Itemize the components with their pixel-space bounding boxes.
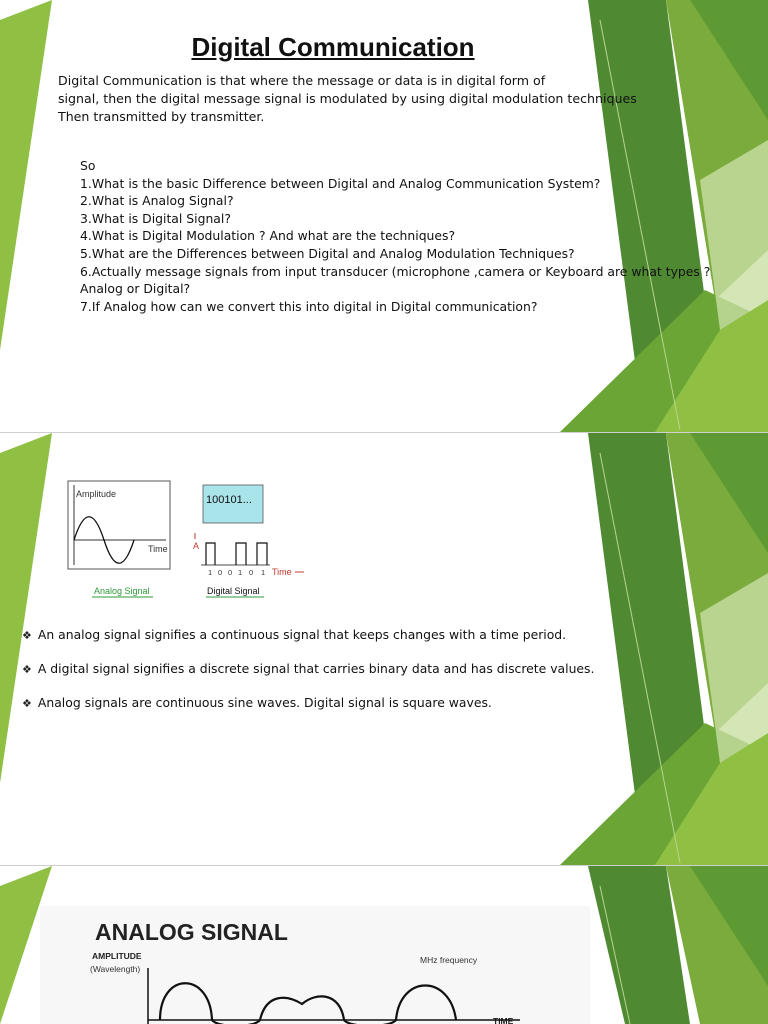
- digital-amplitude-label: A: [193, 541, 200, 551]
- signal-diagram: [60, 473, 320, 603]
- page-title: Digital Communication: [191, 32, 475, 62]
- digital-wave: [206, 543, 267, 565]
- diamond-bullet-icon: ❖: [22, 663, 32, 676]
- intro-paragraph: [58, 72, 658, 126]
- bit-label: 0: [228, 568, 233, 577]
- bit-label: 1: [208, 568, 213, 577]
- slide-2: [0, 433, 768, 865]
- slide-3: [0, 866, 768, 1024]
- question-line: 1.What is the basic Difference between Digital and Analog Communication System?: [80, 175, 601, 191]
- question-line: 3.What is Digital Signal?: [80, 210, 231, 226]
- diamond-bullet-icon: ❖: [22, 629, 32, 642]
- figure-axis-sublabel: (Wavelength): [90, 964, 141, 974]
- digital-caption: Digital Signal: [207, 586, 260, 596]
- bullet-item: ❖ Analog signals are continuous sine waves. Digital signal is square waves.: [22, 695, 492, 710]
- bit-label: 0: [218, 568, 223, 577]
- frequency-label: MHz frequency: [420, 955, 478, 965]
- question-line: 4.What is Digital Modulation ? And what are the techniques?: [80, 228, 456, 244]
- bits-box-text: 100101...: [206, 494, 252, 506]
- intro-line: Digital Communication is that where the message or data is in digital form of: [58, 73, 546, 88]
- question-line: 6.Actually message signals from input transducer (microphone ,camera or Keyboard are what types ?: [80, 263, 711, 279]
- figure-time-label: TIME: [493, 1016, 514, 1024]
- digital-time-label: Time: [272, 567, 292, 577]
- question-line: 2.What is Analog Signal?: [80, 193, 234, 209]
- bullet-item: ❖ An analog signal signifies a continuous signal that keeps changes with a time period.: [22, 627, 567, 642]
- amplitude-label: Amplitude: [76, 489, 117, 499]
- bullet-item: ❖ A digital signal signifies a discrete signal that carries binary data and has discrete values.: [22, 661, 595, 676]
- slide-1: [0, 0, 768, 432]
- question-line: Analog or Digital?: [80, 281, 191, 297]
- question-line: So: [80, 158, 96, 173]
- figure-heading: ANALOG SIGNAL: [95, 919, 288, 945]
- question-list: [80, 157, 710, 315]
- question-line: 5.What are the Differences between Digital and Analog Modulation Techniques?: [80, 245, 575, 261]
- analog-caption: Analog Signal: [94, 586, 150, 596]
- bit-label: 0: [249, 568, 254, 577]
- bit-label: 1: [238, 568, 243, 577]
- bit-label: 1: [261, 568, 266, 577]
- question-line: 7.If Analog how can we convert this into digital in Digital communication?: [80, 298, 538, 314]
- intro-line: signal, then the digital message signal is modulated by using digital modulation techniques: [58, 91, 637, 106]
- intro-line: Then transmitted by transmitter.: [58, 109, 265, 124]
- analog-signal-figure: [40, 906, 590, 1024]
- figure-axis-label: AMPLITUDE: [92, 951, 142, 961]
- diamond-bullet-icon: ❖: [22, 697, 32, 710]
- analog-time-label: Time: [148, 544, 168, 554]
